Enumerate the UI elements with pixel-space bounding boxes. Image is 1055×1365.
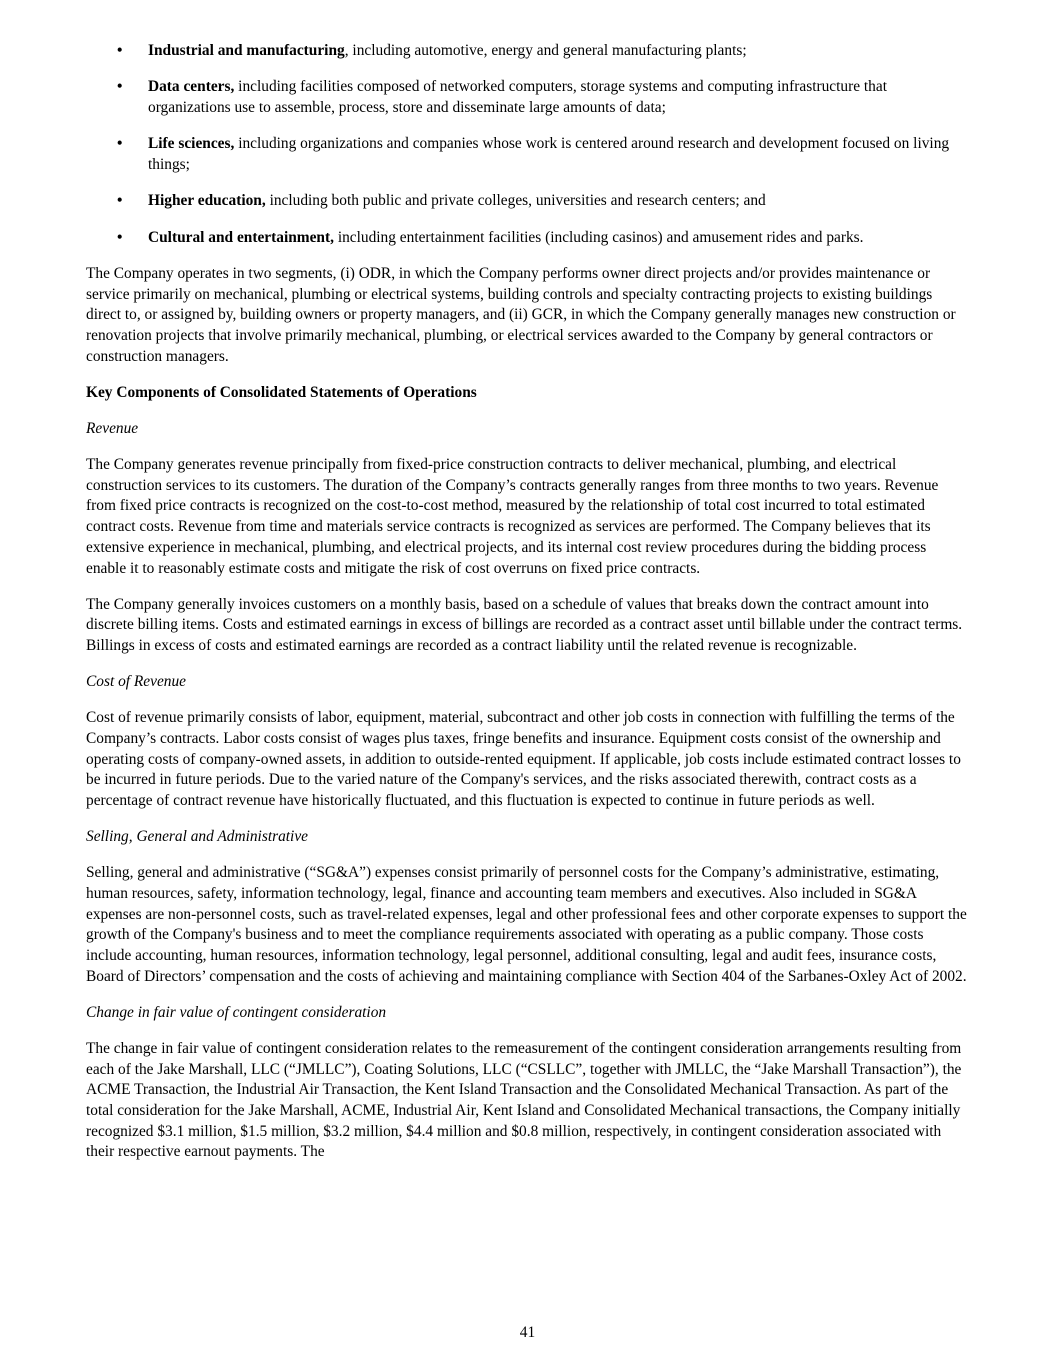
bullet-marker: • bbox=[117, 228, 123, 246]
bullet-marker: • bbox=[117, 135, 123, 153]
bullet-item bbox=[86, 228, 970, 249]
key-components-heading: Key Components of Consolidated Statements of Operations bbox=[86, 383, 477, 401]
bullet-term: Cultural and entertainment, bbox=[148, 228, 334, 246]
bullet-term: Life sciences, bbox=[148, 135, 235, 153]
bullet-item bbox=[86, 191, 970, 212]
bullet-marker: • bbox=[117, 192, 123, 210]
contingent-consideration-paragraph: The change in fair value of contingent consideration relates to the remeasurement of the contingent consideration arrangements resulting from each of the Jake Marshall, LLC (“JMLLC”), Coating Solutions, LLC (“CSLLC”, together with JMLLC, the “Jake Marshall Transaction”), the ACME Transaction, the Industrial Air Transaction, the Kent Island Transaction and the Consolidated Mechanical Transaction. As part of the total consideration for the Jake Marshall, ACME, Industrial Air, Kent Island and Consolidated Mechanical transactions, the Company initially recognized $3.1 million, $1.5 million, $3.2 million, $4.4 million and $0.8 million, respectively, in contingent consideration associated with their respective earnout payments. The bbox=[86, 1039, 962, 1161]
cost-of-revenue-paragraph: Cost of revenue primarily consists of labor, equipment, material, subcontract and other job costs in connection with fulfilling the terms of the Company’s contracts. Labor costs consist of wages plus taxes, fringe benefits and insurance. Equipment costs consist of the ownership and operating costs of company-owned assets, in addition to outside-rented equipment. If applicable, job costs include estimated contract losses to be incurred in future periods. Due to the varied nature of the Company's services, and the risks associated therewith, contract costs as a percentage of contract revenue have historically fluctuated, and this fluctuation is expected to continue in future periods as well. bbox=[86, 709, 961, 809]
bullet-text: including both public and private colleges, universities and research centers; and bbox=[265, 192, 766, 210]
bullet-marker: • bbox=[117, 42, 123, 59]
bullet-marker: • bbox=[117, 78, 123, 96]
sga-paragraph: Selling, general and administrative (“SG&A”) expenses consist primarily of personnel costs for the Company’s administrative, estimating, human resources, safety, information technology, legal, finance and accounting team members and executives. Also included in SG&A expenses are non-personnel costs, such as travel-related expenses, legal and other professional fees and other corporate expenses to support the growth of the Company's business and to meet the compliance requirements associated with operating as a public company. Those costs include accounting, human resources, information technology, legal personnel, additional consulting, legal and audit fees, insurance costs, Board of Directors’ compensation and the costs of achieving and maintaining compliance with Section 404 of the Sarbanes-Oxley Act of 2002. bbox=[86, 864, 967, 985]
bullet-text: including entertainment facilities (including casinos) and amusement rides and parks. bbox=[333, 228, 864, 246]
cost-of-revenue-heading: Cost of Revenue bbox=[86, 673, 187, 691]
bullet-text: including facilities composed of networked computers, storage systems and computing infrastructure that organizations use to assemble, process, store and disseminate large amounts of data; bbox=[148, 78, 887, 116]
segments-paragraph: The Company operates in two segments, (i) ODR, in which the Company performs owner direct projects and/or provides maintenance or service primarily on mechanical, plumbing or electrical systems, building controls and specialty contracting projects to existing buildings direct to, or assigned by, building owners or property managers, and (ii) GCR, in which the Company generally manages new construction or renovation projects that involve primarily mechanical, plumbing, or electrical services awarded to the Company by general contractors or construction managers. bbox=[86, 264, 956, 365]
sga-heading: Selling, General and Administrative bbox=[86, 828, 308, 846]
bullet-text: including organizations and companies whose work is centered around research and development focused on living things; bbox=[148, 135, 950, 173]
market-bullet-list bbox=[86, 41, 970, 248]
bullet-term: Industrial and manufacturing bbox=[148, 42, 345, 59]
bullet-text: , including automotive, energy and general manufacturing plants; bbox=[344, 42, 747, 59]
revenue-paragraph: The Company generates revenue principally from fixed-price construction contracts to deliver mechanical, plumbing, and electrical construction services to its customers. The duration of the Company’s contracts generally ranges from three months to two years. Revenue from fixed price contracts is recognized on the cost-to-cost method, measured by the relationship of total cost incurred to total estimated contract costs. Revenue from time and materials service contracts is recognized as services are performed. The Company believes that its extensive experience in mechanical, plumbing, and electrical projects, and its internal cost review procedures during the bidding process enable it to reasonably estimate costs and mitigate the risk of cost overruns on fixed price contracts. bbox=[86, 455, 939, 577]
bullet-term: Data centers, bbox=[148, 78, 235, 96]
document-body bbox=[86, 41, 970, 1179]
bullet-item bbox=[86, 134, 970, 175]
page-number: 41 bbox=[519, 1324, 536, 1341]
bullet-item bbox=[86, 41, 970, 62]
invoicing-paragraph: The Company generally invoices customers on a monthly basis, based on a schedule of values that breaks down the contract amount into discrete billing items. Costs and estimated earnings in excess of billings are recorded as a contract asset until billable under the contract terms. Billings in excess of costs and estimated earnings are recorded as a contract liability until the related revenue is recognizable. bbox=[86, 595, 963, 654]
bullet-term: Higher education, bbox=[148, 192, 266, 210]
revenue-heading: Revenue bbox=[86, 419, 139, 437]
contingent-consideration-heading: Change in fair value of contingent consideration bbox=[86, 1003, 387, 1021]
bullet-item bbox=[86, 77, 970, 118]
